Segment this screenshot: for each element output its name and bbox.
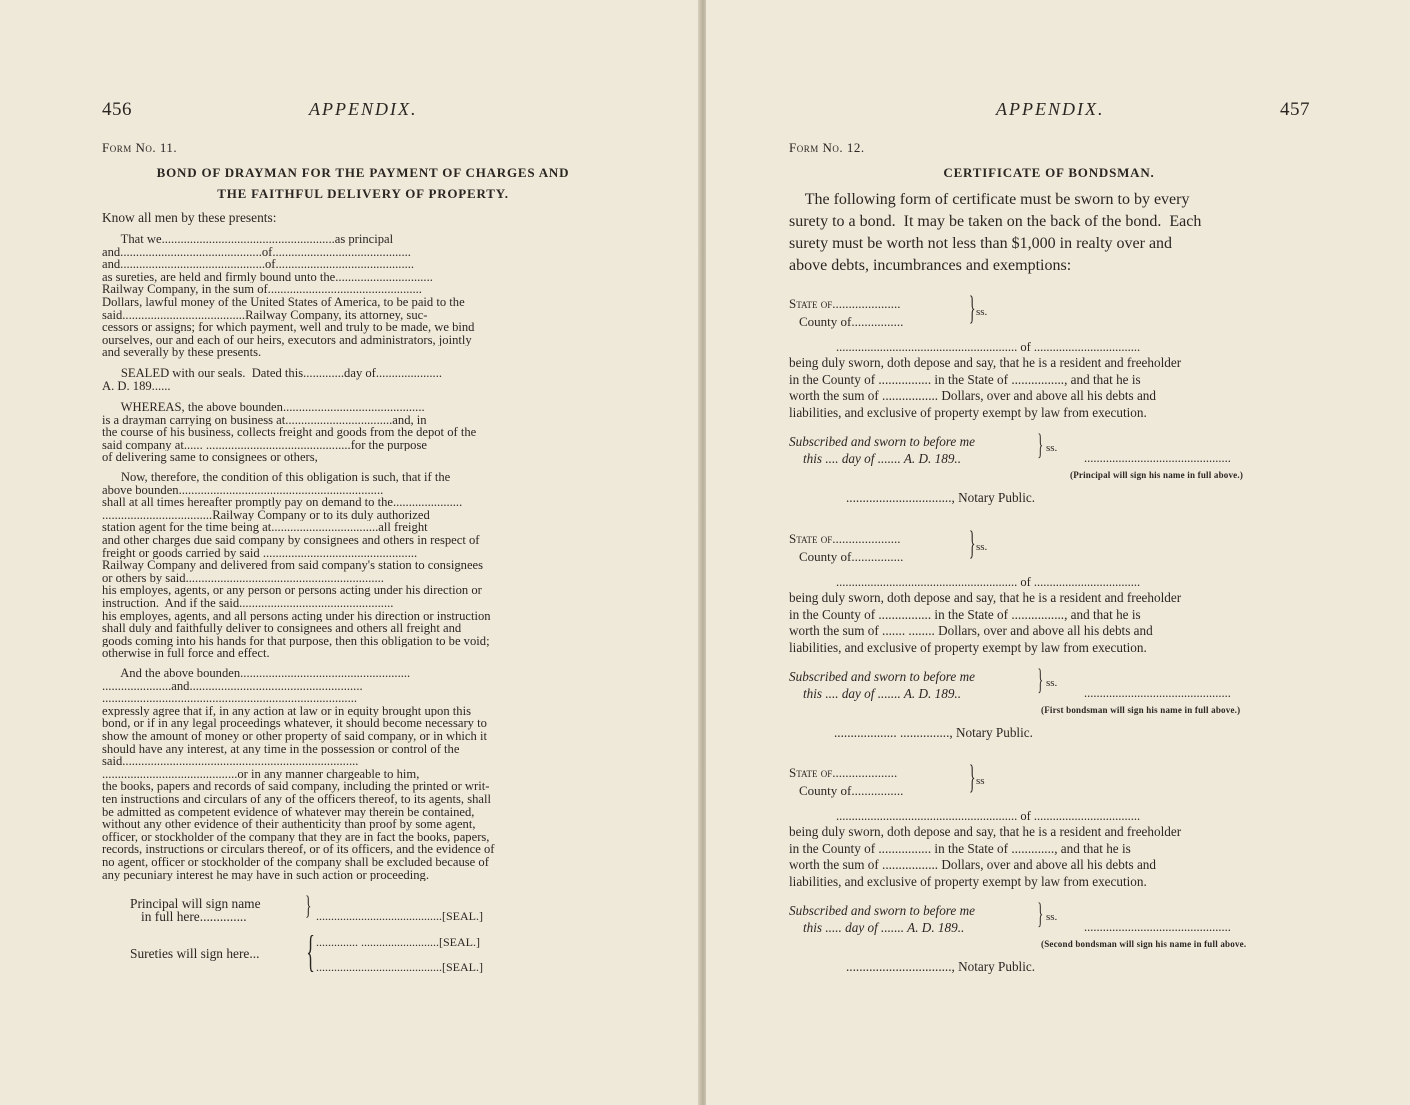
- know-all-line: Know all men by these presents:: [102, 210, 277, 225]
- running-head: APPENDIX.: [309, 99, 418, 119]
- text-line: ten instructions and circulars of any of the officers thereof, to its agents, shall: [102, 792, 492, 806]
- text-line: and..............................................of............................................: [102, 258, 415, 271]
- text-line: worth the sum of ................. Dollars, over and above all his debts and: [789, 388, 1156, 404]
- text-line: above bounden.................................................................: [102, 483, 384, 497]
- brace-icon: }: [968, 290, 976, 327]
- deponent-name-line: .......................................................... of ..................................: [836, 340, 1141, 354]
- text-line: the course of his business, collects freight and goods from the depot of the: [102, 426, 477, 439]
- text-line: ......................and.......................................................: [102, 679, 363, 693]
- county-of-line: County of................: [799, 783, 904, 798]
- text-line: officer, or stockholder of the company that they are in fact the books, papers,: [102, 830, 490, 844]
- text-line: .................................................................................: [102, 692, 358, 705]
- text-line: in the County of ................ in the State of ................, and that he is: [789, 371, 1141, 387]
- text-line: his employes, agents, and all persons acting under his direction or instruction: [102, 609, 491, 623]
- text-line: and.............................................of............................................: [102, 245, 411, 259]
- text-line: The following form of certificate must be sworn to by every: [789, 191, 1190, 208]
- text-line: worth the sum of ....... ........ Dollars, over and above all his debts and: [789, 623, 1153, 639]
- brace-icon: }: [968, 525, 976, 562]
- text-line: any pecuniary interest he may have in such action or proceeding.: [102, 868, 429, 882]
- text-line: records, instructions or circulars thereof, or of its officers, and the evidence of: [102, 843, 495, 856]
- text-line: Railway Company and delivered from said company's station to consignees: [102, 559, 484, 572]
- ss-label: ss.: [1046, 677, 1058, 689]
- subscribed-line: Subscribed and sworn to before me: [789, 434, 975, 449]
- bond-para-5: [102, 667, 632, 881]
- deposition-text: [789, 824, 1329, 890]
- text-line: That we.......................................................as principal: [102, 233, 394, 246]
- signature-line: ...............................................: [1084, 686, 1231, 700]
- running-head: APPENDIX.: [996, 99, 1105, 119]
- right-page: [706, 0, 1410, 1105]
- text-line: being duly sworn, doth depose and say, that he is a resident and freeholder: [789, 824, 1182, 839]
- text-line: otherwise in full force and effect.: [102, 647, 270, 660]
- text-line: SEALED with our seals. Dated this.............day of.....................: [102, 367, 442, 380]
- signature-line: ...............................................: [1084, 451, 1231, 465]
- brace-icon: }: [305, 891, 312, 920]
- text-line: station agent for the time being at..................................all freight: [102, 521, 428, 534]
- brace-icon: }: [1037, 897, 1044, 930]
- state-of-line: State of....................: [789, 765, 898, 780]
- signing-note: (First bondsman will sign his name in full above.): [1041, 705, 1241, 715]
- text-line: and other charges due said company by consignees and others in respect of: [102, 533, 480, 547]
- page-number: 457: [1280, 99, 1310, 120]
- sureties-sign-label: Sureties will sign here...: [130, 946, 260, 961]
- text-line: ourselves, our and each of our heirs, executors and administrators, jointly: [102, 333, 472, 347]
- text-line: liabilities, and exclusive of property exempt by law from execution.: [789, 639, 1147, 655]
- surety-sign-line: .............. ..........................[SEAL.]: [316, 935, 480, 949]
- text-line: surety must be worth not less than $1,000 in realty over and: [789, 235, 1173, 252]
- text-line: shall at all times hereafter promptly pay on demand to the......................: [102, 496, 463, 509]
- ss-label: ss: [976, 775, 985, 787]
- text-line: liabilities, and exclusive of property exempt by law from execution.: [789, 873, 1147, 889]
- text-line: Dollars, lawful money of the United States of America, to be paid to the: [102, 295, 465, 309]
- text-line: shall duly and faithfully deliver to consignees and others all freight and: [102, 622, 462, 635]
- text-line: show the amount of money or other property of said company, or in which it: [102, 729, 487, 743]
- brace-icon: {: [306, 927, 315, 976]
- subscribed-line: Subscribed and sworn to before me: [789, 903, 975, 918]
- deponent-name-line: .......................................................... of ..................................: [836, 809, 1141, 823]
- bond-para-2: [102, 367, 632, 392]
- bond-para-3: [102, 401, 632, 464]
- ss-label: ss.: [976, 541, 988, 553]
- text-line: expressly agree that if, in any action at law or in equity brought upon this: [102, 704, 471, 718]
- signature-line: ...............................................: [1084, 920, 1231, 934]
- text-line: without any other evidence of their authenticity than proof by some agent,: [102, 818, 476, 831]
- deposition-text: [789, 355, 1329, 421]
- state-of-line: State of.....................: [789, 296, 901, 311]
- form-heading: CERTIFICATE OF BONDSMAN.: [943, 165, 1155, 180]
- form-number: Form No. 11.: [102, 140, 178, 155]
- text-line: Railway Company, in the sum of.................................................: [102, 283, 422, 296]
- text-line: or others by said...............................................................: [102, 571, 384, 585]
- heading-line: THE FAITHFUL DELIVERY OF PROPERTY.: [217, 186, 509, 201]
- text-line: said company at...... ..............................................for the purpose: [102, 438, 427, 452]
- state-of-line: State of.....................: [789, 531, 901, 546]
- principal-sign-label-2: in full here..............: [141, 909, 247, 924]
- text-line: in the County of ................ in the State of ................, and that he is: [789, 606, 1141, 622]
- surety-sign-line: ..........................................[SEAL.]: [316, 960, 483, 974]
- text-line: freight or goods carried by said .................................................: [102, 546, 418, 560]
- text-line: should have any interest, at any time in the possession or control of the: [102, 742, 460, 756]
- text-line: cessors or assigns; for which payment, well and truly to be made, we bind: [102, 321, 475, 334]
- text-line: no agent, officer or stockholder of the company shall be excluded because of: [102, 855, 489, 869]
- text-line: surety to a bond. It may be taken on the back of the bond. Each: [789, 213, 1202, 230]
- text-line: in the County of ................ in the State of ............., and that he is: [789, 840, 1131, 856]
- text-line: being duly sworn, doth depose and say, that he is a resident and freeholder: [789, 355, 1182, 370]
- brace-icon: }: [1037, 663, 1044, 696]
- text-line: is a drayman carrying on business at..................................and, in: [102, 413, 427, 427]
- bond-para-1: [102, 233, 632, 359]
- text-line: being duly sworn, doth depose and say, that he is a resident and freeholder: [789, 590, 1182, 605]
- text-line: his employes, agents, or any person or persons acting under his direction or: [102, 584, 482, 597]
- text-line: said...........................................................................: [102, 755, 359, 768]
- subscribed-date-line: this ..... day of ....... A. D. 189..: [803, 920, 965, 935]
- notary-line: ................................, Notary Public.: [846, 959, 1036, 974]
- text-line: instruction. And if the said.................................................: [102, 596, 394, 610]
- brace-icon: }: [968, 759, 976, 796]
- county-of-line: County of................: [799, 549, 904, 564]
- notary-line: ................... ..............., Notary Public.: [834, 725, 1033, 740]
- ss-label: ss.: [1046, 911, 1058, 923]
- notary-line: ................................, Notary Public.: [846, 490, 1036, 505]
- text-line: bond, or if in any legal proceedings whatever, it should become necessary to: [102, 717, 487, 730]
- certificate-intro: [789, 189, 1329, 277]
- text-line: be admitted as competent evidence of whatever may therein be contained,: [102, 805, 475, 819]
- signing-note: (Principal will sign his name in full above.): [1070, 470, 1244, 480]
- text-line: goods coming into his hands for that purpose, then this obligation to be void;: [102, 634, 490, 648]
- bond-para-4: [102, 471, 632, 660]
- principal-sign-line: ..........................................[SEAL.]: [316, 909, 483, 923]
- text-line: as sureties, are held and firmly bound unto the...............................: [102, 270, 433, 284]
- left-page: [0, 0, 700, 1105]
- text-line: ...................................Railway Company or to its duly authorized: [102, 508, 430, 522]
- form-heading: [102, 162, 624, 204]
- text-line: liabilities, and exclusive of property exempt by law from execution.: [789, 404, 1147, 420]
- text-line: of delivering same to consignees or others,: [102, 451, 318, 464]
- signing-note: (Second bondsman will sign his name in full above.: [1041, 939, 1247, 949]
- heading-line: BOND OF DRAYMAN FOR THE PAYMENT OF CHARGES AND: [156, 165, 570, 180]
- text-line: worth the sum of ................. Dollars, over and above all his debts and: [789, 857, 1156, 873]
- page-number: 456: [102, 99, 132, 120]
- text-line: said.......................................Railway Company, its attorney, suc-: [102, 308, 428, 322]
- subscribed-line: Subscribed and sworn to before me: [789, 669, 975, 684]
- brace-icon: }: [1037, 428, 1044, 461]
- subscribed-date-line: this .... day of ....... A. D. 189..: [803, 686, 962, 701]
- text-line: above debts, incumbrances and exemptions:: [789, 257, 1072, 274]
- text-line: WHEREAS, the above bounden.............................................: [102, 401, 425, 414]
- principal-sign-label: Principal will sign name: [130, 896, 261, 911]
- text-line: the books, papers and records of said company, including the printed or writ-: [102, 780, 490, 793]
- text-line: ...........................................or in any manner chargeable to him,: [102, 767, 420, 781]
- form-number: Form No. 12.: [789, 140, 865, 155]
- deponent-name-line: .......................................................... of ..................................: [836, 575, 1141, 589]
- ss-label: ss.: [1046, 442, 1058, 454]
- deposition-text: [789, 590, 1329, 656]
- subscribed-date-line: this .... day of ....... A. D. 189..: [803, 451, 962, 466]
- text-line: A. D. 189......: [102, 379, 171, 393]
- text-line: and severally by these presents.: [102, 346, 262, 359]
- text-line: Now, therefore, the condition of this obligation is such, that if the: [102, 471, 451, 484]
- ss-label: ss.: [976, 306, 988, 318]
- text-line: And the above bounden......................................................: [102, 667, 411, 680]
- county-of-line: County of................: [799, 314, 904, 329]
